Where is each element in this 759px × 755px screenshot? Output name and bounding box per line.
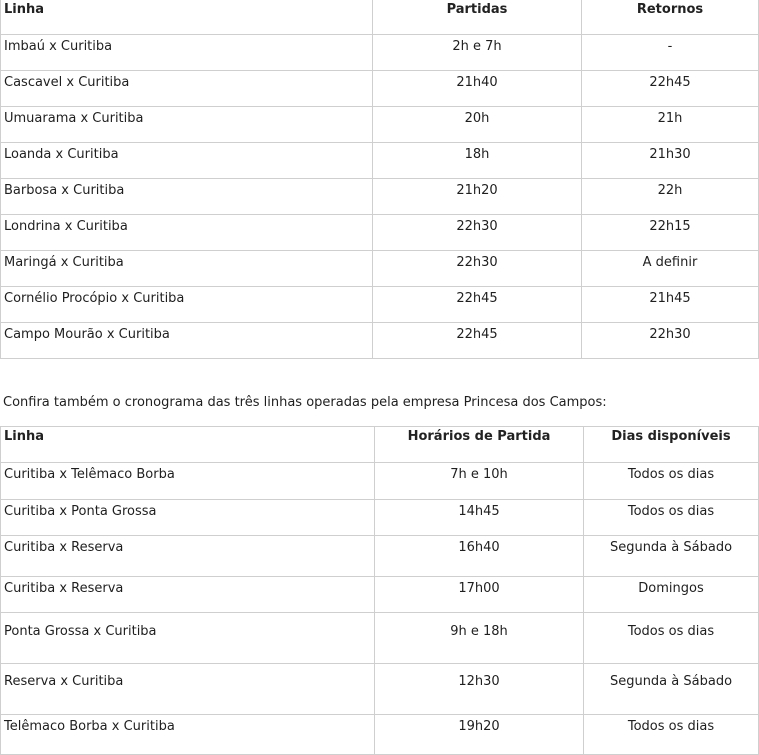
cell-partidas: 22h45 (373, 287, 582, 323)
cell-linha: Cornélio Procópio x Curitiba (1, 287, 373, 323)
cell-retornos: 22h15 (582, 215, 759, 251)
cell-linha: Campo Mourão x Curitiba (1, 323, 373, 359)
table-row (1, 215, 759, 251)
table-row (1, 500, 759, 536)
table-row (1, 536, 759, 577)
cell-linha: Loanda x Curitiba (1, 143, 373, 179)
cell-horario: 12h30 (375, 664, 584, 715)
table-row (1, 35, 759, 71)
header-linha: Linha (1, 0, 373, 35)
header-retornos: Retornos (582, 0, 759, 35)
princesa-dos-campos-table (0, 426, 759, 755)
table-row (1, 323, 759, 359)
cell-partidas: 21h20 (373, 179, 582, 215)
cell-horario: 16h40 (375, 536, 584, 577)
table-row (1, 251, 759, 287)
cell-retornos: 21h30 (582, 143, 759, 179)
cell-retornos: 21h (582, 107, 759, 143)
table-row (1, 664, 759, 715)
cell-dias: Segunda à Sábado (584, 664, 759, 715)
table-row (1, 463, 759, 500)
cell-linha: Imbaú x Curitiba (1, 35, 373, 71)
cell-dias: Todos os dias (584, 500, 759, 536)
header-dias-disponiveis: Dias disponíveis (584, 427, 759, 463)
table-row (1, 577, 759, 613)
header-horarios-de-partida: Horários de Partida (375, 427, 584, 463)
cell-linha: Curitiba x Ponta Grossa (1, 500, 375, 536)
cell-dias: Domingos (584, 577, 759, 613)
table-row (1, 179, 759, 215)
cell-partidas: 22h45 (373, 323, 582, 359)
cell-horario: 14h45 (375, 500, 584, 536)
cell-linha: Ponta Grossa x Curitiba (1, 613, 375, 664)
table-header-row (1, 427, 759, 463)
cell-retornos: A definir (582, 251, 759, 287)
cell-dias: Todos os dias (584, 613, 759, 664)
cell-retornos: 22h30 (582, 323, 759, 359)
cell-linha: Maringá x Curitiba (1, 251, 373, 287)
cell-retornos: - (582, 35, 759, 71)
cell-linha: Curitiba x Telêmaco Borba (1, 463, 375, 500)
table-row (1, 107, 759, 143)
cell-dias: Segunda à Sábado (584, 536, 759, 577)
table-row (1, 613, 759, 664)
cell-horario: 7h e 10h (375, 463, 584, 500)
cell-partidas: 18h (373, 143, 582, 179)
table-row (1, 715, 759, 755)
header-linha: Linha (1, 427, 375, 463)
table-row (1, 287, 759, 323)
cell-linha: Cascavel x Curitiba (1, 71, 373, 107)
cell-linha: Reserva x Curitiba (1, 664, 375, 715)
cell-retornos: 22h (582, 179, 759, 215)
cell-retornos: 21h45 (582, 287, 759, 323)
cell-dias: Todos os dias (584, 715, 759, 755)
cell-dias: Todos os dias (584, 463, 759, 500)
cell-partidas: 22h30 (373, 215, 582, 251)
cell-linha: Londrina x Curitiba (1, 215, 373, 251)
cell-horario: 9h e 18h (375, 613, 584, 664)
cell-horario: 19h20 (375, 715, 584, 755)
cell-partidas: 2h e 7h (373, 35, 582, 71)
table-header-row (1, 0, 759, 35)
table-row (1, 71, 759, 107)
cell-linha: Umuarama x Curitiba (1, 107, 373, 143)
cell-partidas: 21h40 (373, 71, 582, 107)
intro-paragraph: Confira também o cronograma das três linhas operadas pela empresa Princesa dos Campos: (3, 395, 607, 410)
cell-linha: Barbosa x Curitiba (1, 179, 373, 215)
cell-partidas: 22h30 (373, 251, 582, 287)
cell-horario: 17h00 (375, 577, 584, 613)
cell-linha: Curitiba x Reserva (1, 536, 375, 577)
cell-linha: Curitiba x Reserva (1, 577, 375, 613)
cell-partidas: 20h (373, 107, 582, 143)
cell-linha: Telêmaco Borba x Curitiba (1, 715, 375, 755)
table-row (1, 143, 759, 179)
header-partidas: Partidas (373, 0, 582, 35)
cell-retornos: 22h45 (582, 71, 759, 107)
departures-table (0, 0, 759, 359)
